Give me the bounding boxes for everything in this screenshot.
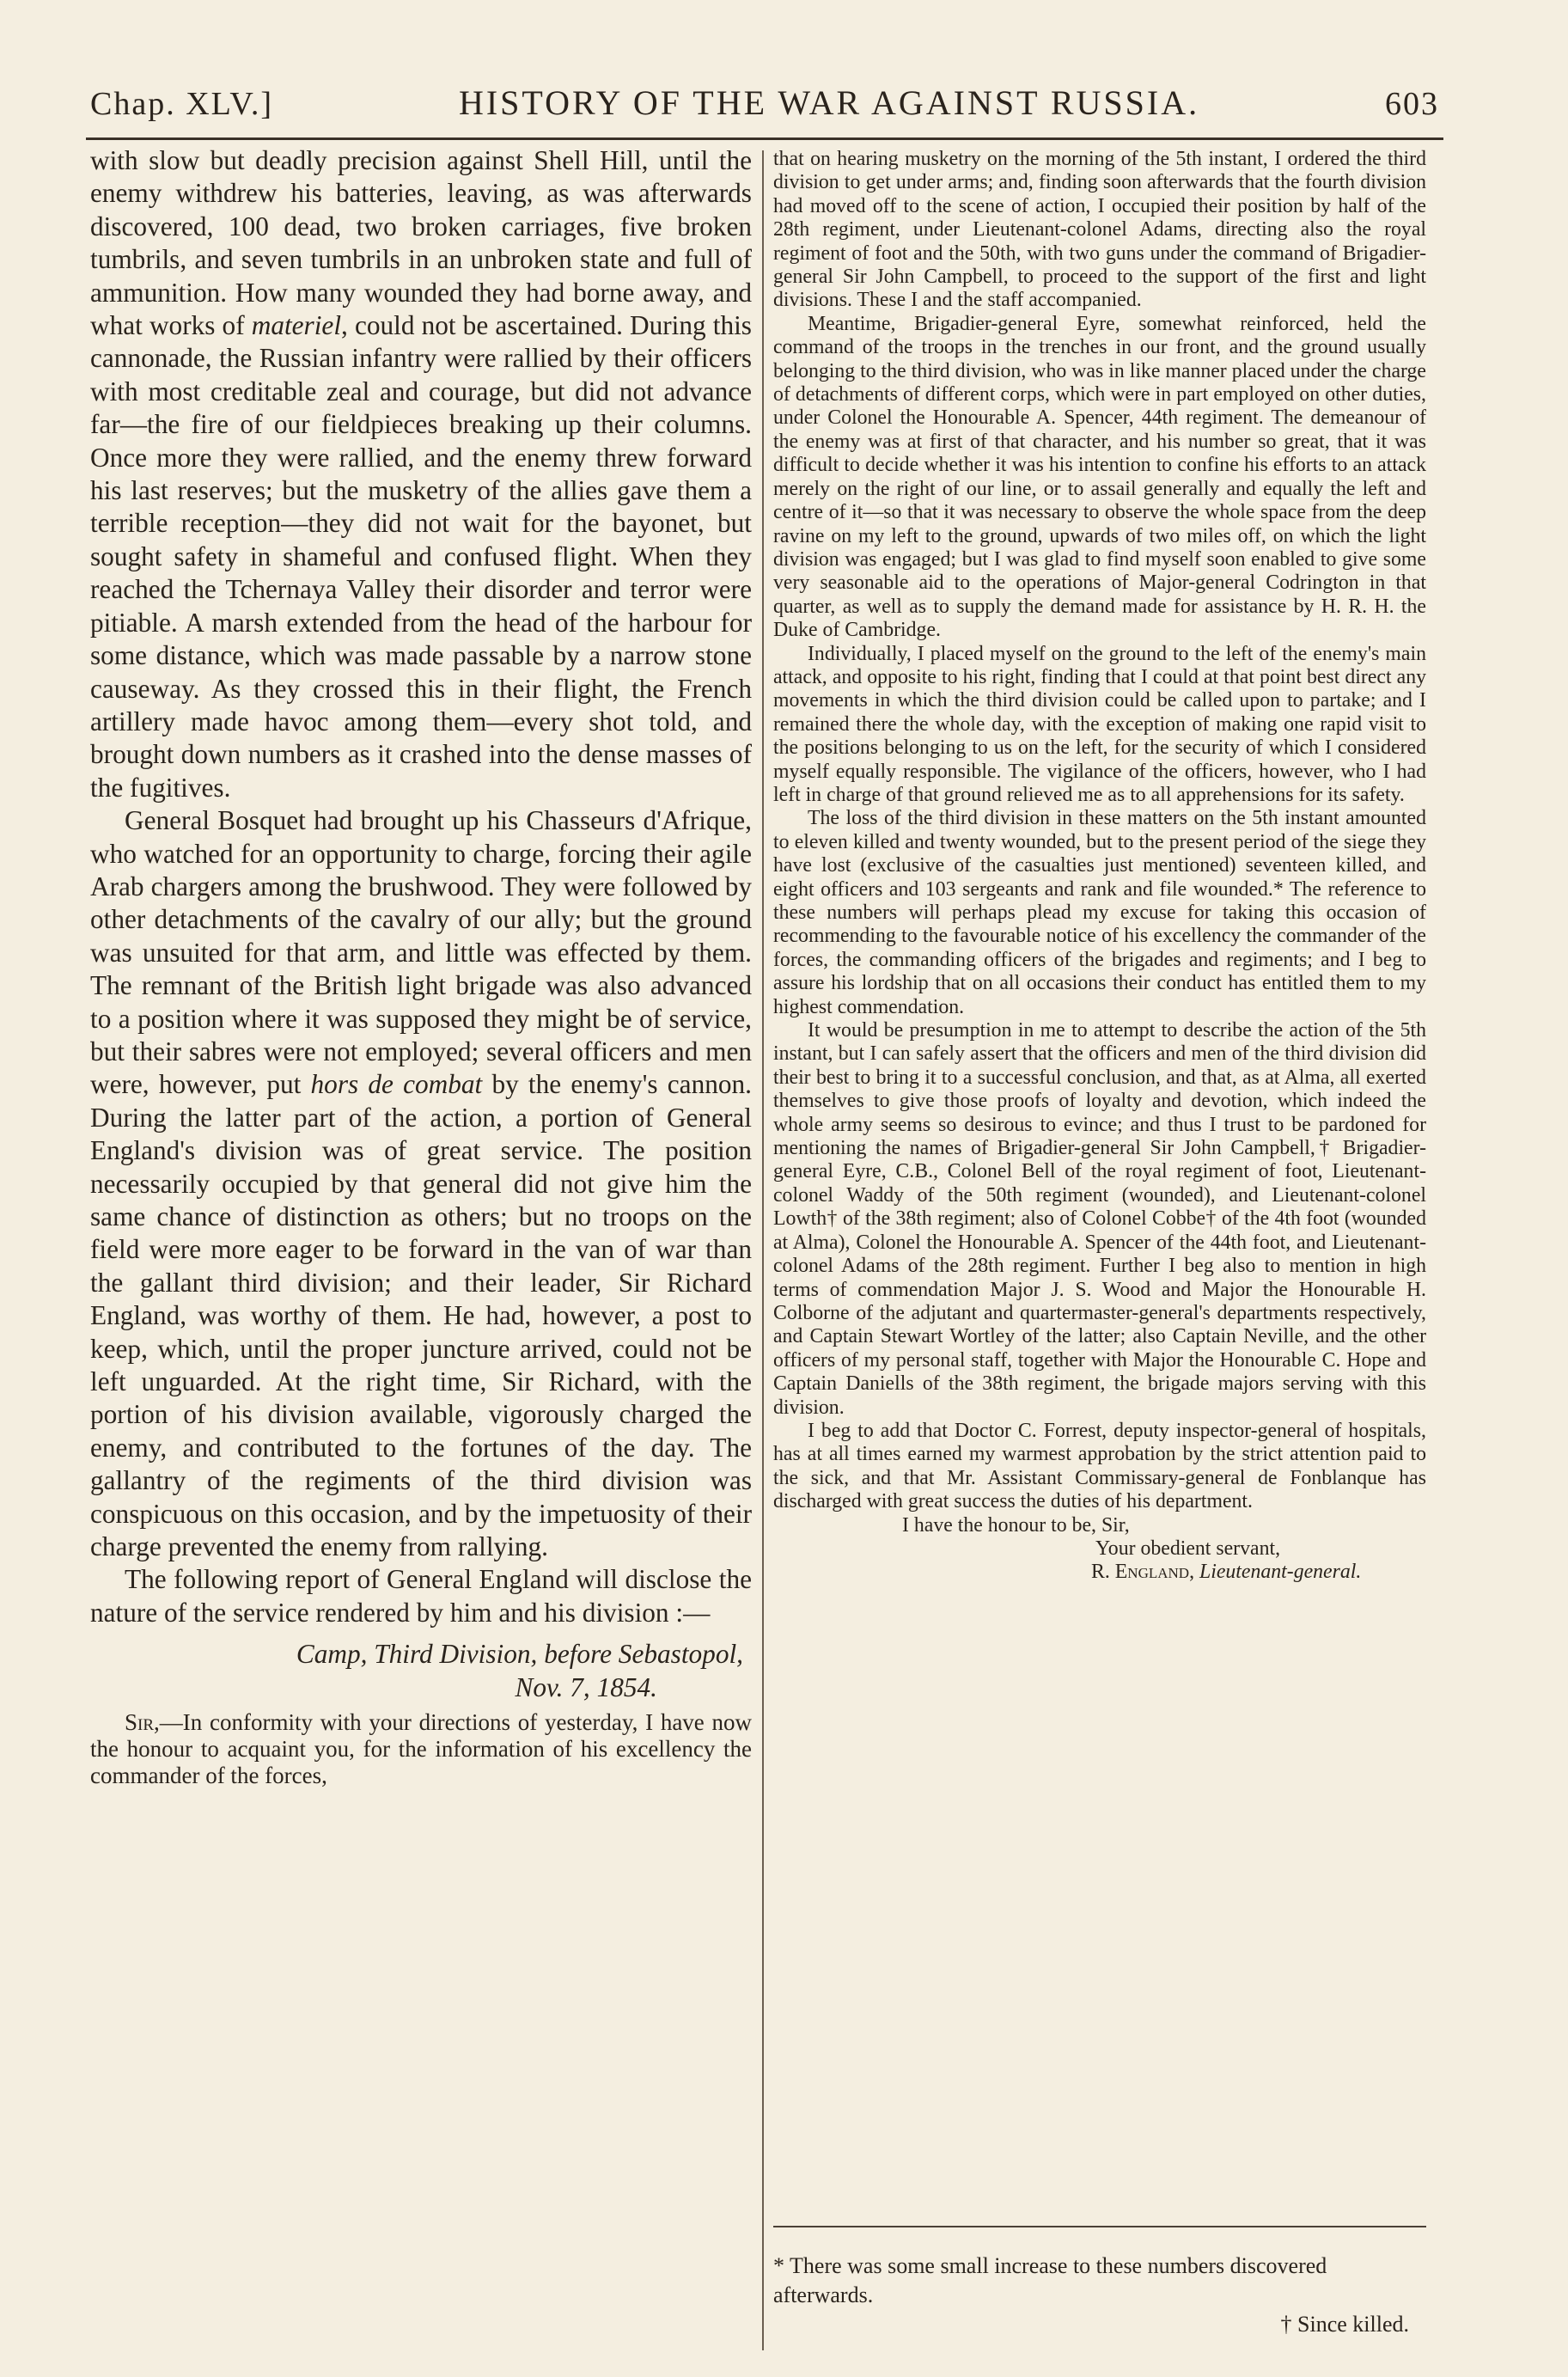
paragraph: Individually, I placed myself on the ground to the left of the enemy's main attack, and opposite to his right, finding that I could at that point best direct any movements in which the third division could be called upon to partake; and I remained there the whole day, with the exception of making one rapid visit to the positions belonging to us on the left, for the security of which I considered myself equally responsible. The vigilance of the officers, however, who I had left in charge of that ground relieved me as to all apprehensions for its safety. xyxy=(773,642,1426,806)
paragraph: that on hearing musketry on the morning of the 5th instant, I ordered the third division to get under arms; and, finding soon afterwards that the fourth division had moved off to the scene of action, I occupied their position by half of the 28th regiment, under Lieutenant-colonel Adams, directing also the royal regiment of foot and the 50th, with two guns under the command of Brigadier-general Sir John Campbell, to proceed to the support of the first and light divisions. These I and the staff accompanied. xyxy=(773,148,1426,312)
paragraph: Meantime, Brigadier-general Eyre, somewhat reinforced, held the command of the troops in the trenches in our front, and the ground usually belonging to the third division, who was in like manner placed under the charge of detachments of different corps, which were in part employed on other duties, under Colonel the Honourable A. Spencer, 44th regiment. The demeanour of the enemy was at first of that character, and his number so great, that it was difficult to decide whether it was his intention to confine his efforts to an attack merely on the right of our line, or to assail generally and equally the left and centre of it—so that it was necessary to observe the whole space from the deep ravine on my left to the ground, upwards of two miles off, on which the light division was engaged; but I was glad to find myself soon enabled to give some very seasonable aid to the operations of Major-general Codrington in that quarter, as well as to supply the demand made for assistance by H. R. H. the Duke of Cambridge. xyxy=(773,312,1426,642)
chapter-label: Chap. XLV.] xyxy=(90,86,274,122)
paragraph: The following report of General England will disclose the nature of the service rendered by him and his division :— xyxy=(90,1564,752,1628)
paragraph: The loss of the third division in these matters on the 5th instant amounted to eleven killed and twenty wounded, but to the present period of the siege they have lost (exclusive of the casualties just mentioned) seventeen killed, and eight officers and 103 sergeants and rank and file wounded.* The reference to these numbers will perhaps plead my excuse for taking this occasion of recommending to the favourable notice of his excellency the commander of the forces, the commanding officers of the brigades and regiments; and I beg to assure his lordship that on all occasions their conduct has entitled them to my highest commendation. xyxy=(773,807,1426,1018)
paragraph: I beg to add that Doctor C. Forrest, deputy inspector-general of hospitals, has at all times earned my warmest approbation by the strict attention paid to the sick, and that Mr. Assistant Commissary-general de Fonblanque has discharged with great success the duties of his department. xyxy=(773,1419,1426,1513)
header-rule xyxy=(86,137,1443,140)
footnote-rule xyxy=(773,2226,1426,2227)
page-number: 603 xyxy=(1385,86,1439,122)
paragraph: It would be presumption in me to attempt to describe the action of the 5th instant, but I can safely assert that the officers and men of the third division did their best to bring it to a successful conclusion, and that, as at Alma, all exerted themselves to give those proofs of loyalty and devotion, which indeed the whole army seems so desirous to evince; and thus I trust to be pardoned for mentioning the names of Brigadier-general Sir John Campbell,† Brigadier-general Eyre, C.B., Colonel Bell of the royal regiment of foot, Lieutenant-colonel Waddy of the 50th regiment (wounded), and Lieutenant-colonel Lowth† of the 38th regiment; also of Colonel Cobbe† of the 4th foot (wounded at Alma), Colonel the Honourable A. Spencer of the 44th foot, and Lieutenant-colonel Adams of the 28th regiment. Further I beg also to mention in high terms of commendation Major J. S. Wood and Major the Honourable H. Colborne of the adjutant and quartermaster-general's departments respectively, and Captain Stewart Wortley of the latter; also Captain Neville, and the other officers of my personal staff, together with Major the Honourable C. Hope and Captain Daniells of the 38th regiment, the brigade majors serving with this division. xyxy=(773,1019,1426,1419)
letter-opening: Sir,—In conformity with your directions of yesterday, I have now the honour to acquaint you, for the information of his excellency the commander of the forces, xyxy=(90,1709,752,1789)
running-header xyxy=(90,82,1439,134)
letter-signoff: I have the honour to be, Sir, Your obedient servant, R. England, Lieutenant-general. xyxy=(902,1513,1362,1584)
left-column xyxy=(90,144,752,2349)
footnotes xyxy=(773,2252,1426,2339)
letter-dateline: Camp, Third Division, before Sebastopol, Nov. 7, 1854. xyxy=(296,1639,743,1702)
paragraph: General Bosquet had brought up his Chasseurs d'Afrique, who watched for an opportunity to charge, forcing their agile Arab chargers among the brushwood. They were followed by other detachments of the cavalry of our ally; but the ground was unsuited for that arm, and little was effected by them. The remnant of the British light brigade was also advanced to a position where it was supposed they might be of service, but their sabres were not employed; several officers and men were, however, put hors de combat by the enemy's cannon. During the latter part of the action, a portion of General England's division was of great service. The position necessarily occupied by that general did not give him the same chance of distinction as others; but no troops on the field were more eager to be forward in the van of war than the gallant third division; and their leader, Sir Richard England, was worthy of them. He had, however, a post to keep, which, until the proper juncture arrived, could not be left unguarded. At the right time, Sir Richard, with the portion of his division available, vigorously charged the enemy, and contributed to the fortunes of the day. The gallantry of the regiments of the third division was conspicuous on this occasion, and by the impetuosity of their charge prevented the enemy from rallying. xyxy=(90,805,752,1562)
column-divider xyxy=(762,150,764,2350)
right-column xyxy=(773,148,1426,2038)
footnote-2: † Since killed. xyxy=(1280,2312,1409,2337)
footnote-1: * There was some small increase to these numbers discovered afterwards. xyxy=(773,2253,1327,2307)
paragraph: with slow but deadly precision against Shell Hill, until the enemy withdrew his batteries, leaving, as was afterwards discovered, 100 dead, two broken carriages, five broken tumbrils, and seven tumbrils in an unbroken state and full of ammunition. How many wounded they had borne away, and what works of materiel, could not be ascertained. During this cannonade, the Russian infantry were rallied by their officers with most creditable zeal and courage, but did not advance far—the fire of our fieldpieces breaking up their columns. Once more they were rallied, and the enemy threw forward his last reserves; but the musketry of the allies gave them a terrible reception—they did not wait for the bayonet, but sought safety in shameful and confused flight. When they reached the Tchernaya Valley their disorder and terror were pitiable. A marsh extended from the head of the harbour for some distance, which was made passable by a narrow stone causeway. As they crossed this in their flight, the French artillery made havoc among them—every shot told, and brought down numbers as it crashed into the dense masses of the fugitives. xyxy=(90,145,752,803)
running-title: HISTORY OF THE WAR AGAINST RUSSIA. xyxy=(458,83,1200,122)
